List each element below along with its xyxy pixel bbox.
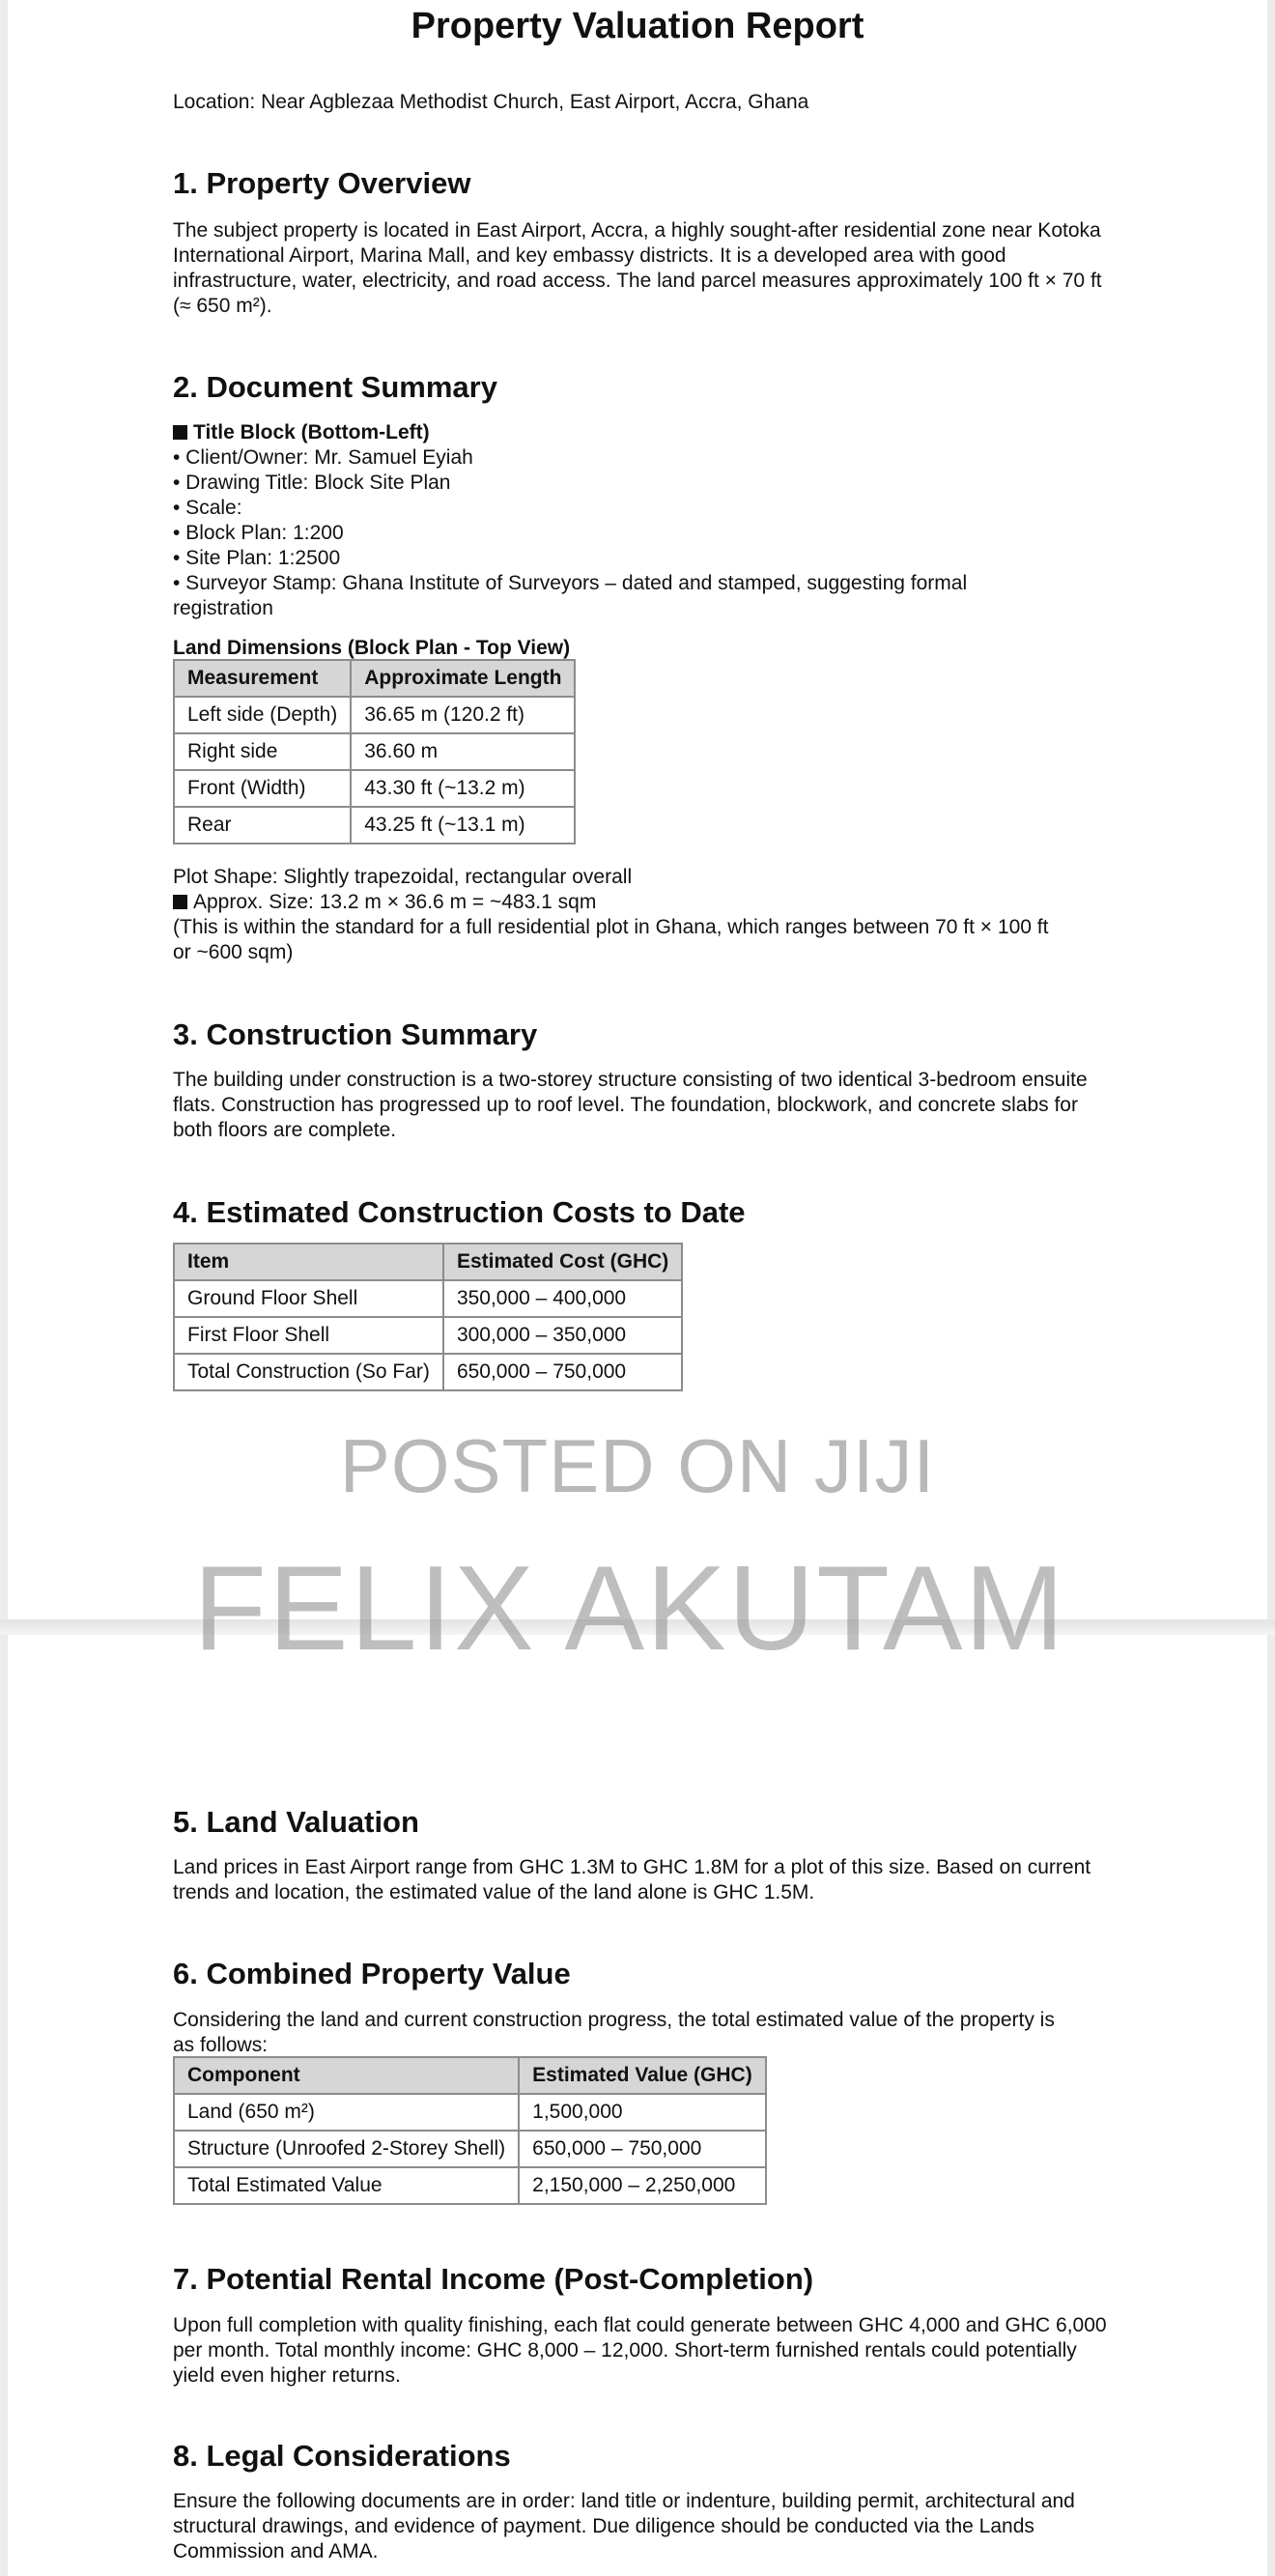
- construction-summary-text: The building under construction is a two-storey structure consisting of two identical 3-bedroom ensuite flats. Construction has progressed up to roof level. The foundation, blockwork, and concrete slabs for both floors are complete.: [173, 1069, 1088, 1141]
- section-rental-income: [173, 2262, 1110, 2297]
- watermark-posted-on: POSTED ON JIJI: [339, 1423, 936, 1508]
- list-item: • Block Plan: 1:200: [173, 522, 344, 544]
- table-row: Left side (Depth) 36.65 m (120.2 ft): [174, 697, 575, 733]
- table-row: Total Estimated Value 2,150,000 – 2,250,000: [174, 2167, 766, 2204]
- land-valuation-text: Land prices in East Airport range from GHC 1.3M to GHC 1.8M for a plot of this size. Based on current trends and location, the estimated value of the land alone is GHC 1.5M.: [173, 1856, 1091, 1903]
- table-row: Structure (Unroofed 2-Storey Shell) 650,000 – 750,000: [174, 2131, 766, 2167]
- section-construction-summary: [173, 1017, 1110, 1052]
- table-header-row: Item Estimated Cost (GHC): [174, 1244, 682, 1280]
- legal-considerations-text: Ensure the following documents are in order: land title or indenture, building permit, architectural and structural drawings, and evidence of payment. Due diligence should be conducted via the Lands Commission and AMA.: [173, 2490, 1075, 2562]
- table-row: First Floor Shell 300,000 – 350,000: [174, 1317, 682, 1354]
- list-item: • Surveyor Stamp: Ghana Institute of Surveyors – dated and stamped, suggesting formal: [173, 572, 968, 594]
- section-property-overview: [173, 166, 1110, 201]
- table-header-row: Measurement Approximate Length: [174, 660, 575, 697]
- report-page-2: [8, 1635, 1267, 2576]
- section-document-summary: [173, 370, 1110, 405]
- section-heading: 3. Construction Summary: [173, 1017, 538, 1051]
- section-heading: 2. Document Summary: [173, 370, 497, 404]
- report-page-1: [8, 0, 1267, 1619]
- square-bullet-icon: [173, 895, 187, 909]
- section-heading: 7. Potential Rental Income (Post-Completion): [173, 2262, 814, 2296]
- list-item: registration: [173, 597, 273, 619]
- table-row: Ground Floor Shell 350,000 – 400,000: [174, 1280, 682, 1317]
- list-item: • Site Plan: 1:2500: [173, 547, 341, 569]
- section-heading: 1. Property Overview: [173, 166, 471, 200]
- rental-income-text: Upon full completion with quality finishing, each flat could generate between GHC 4,000 and GHC 6,000 per month. Total monthly income: GHC 8,000 – 12,000. Short-term furnished rentals could potentially yield even higher returns.: [173, 2314, 1107, 2387]
- table-row: Rear 43.25 ft (~13.1 m): [174, 807, 575, 844]
- watermark-name: FELIX AKUTAM: [193, 1542, 1066, 1675]
- title-block: Title Block (Bottom-Left) • Client/Owner: Mr. Samuel Eyiah • Drawing Title: Block Site Plan • Scale: • Block Plan: 1:200 • Site Plan: 1:2500 • Surveyor Stamp: Ghana Institute of Surveyors – dated and stamped, suggesting formal registration: [173, 420, 1110, 621]
- section-heading: 4. Estimated Construction Costs to Date: [173, 1195, 746, 1229]
- construction-costs-table: [173, 1243, 683, 1391]
- section-combined-value: [173, 1957, 1110, 1991]
- section-legal-considerations: [173, 2439, 1110, 2474]
- section-heading: 8. Legal Considerations: [173, 2439, 511, 2473]
- land-dimensions-table: [173, 659, 576, 844]
- table-row: Front (Width) 43.30 ft (~13.2 m): [174, 770, 575, 807]
- plot-details: Plot Shape: Slightly trapezoidal, rectangular overall Approx. Size: 13.2 m × 36.6 m = ~483.1 sqm (This is within the standard for a full residential plot in Ghana, which ranges between 70 ft × 100 ft or ~600 sqm): [173, 866, 1049, 963]
- square-bullet-icon: [173, 425, 187, 440]
- list-item: • Client/Owner: Mr. Samuel Eyiah: [173, 446, 473, 469]
- section-land-valuation: [173, 1805, 1110, 1840]
- list-item: • Drawing Title: Block Site Plan: [173, 472, 451, 494]
- section-construction-costs: [173, 1195, 1110, 1230]
- table-row: Land (650 m²) 1,500,000: [174, 2094, 766, 2131]
- list-item: • Scale:: [173, 497, 242, 519]
- table-row: Total Construction (So Far) 650,000 – 750,000: [174, 1354, 682, 1390]
- location-line: Location: Near Agblezaa Methodist Church, East Airport, Accra, Ghana: [173, 91, 809, 113]
- section-heading: 6. Combined Property Value: [173, 1957, 571, 1990]
- combined-value-table: [173, 2056, 767, 2205]
- dimensions-caption: Land Dimensions (Block Plan - Top View): [173, 637, 571, 659]
- section-heading: 5. Land Valuation: [173, 1805, 419, 1839]
- table-row: Right side 36.60 m: [174, 733, 575, 770]
- report-title: Property Valuation Report: [411, 6, 864, 46]
- combined-value-intro: Considering the land and current construction progress, the total estimated value of the property is as follows:: [173, 2009, 1055, 2056]
- table-header-row: Component Estimated Value (GHC): [174, 2057, 766, 2094]
- property-overview-text: The subject property is located in East Airport, Accra, a highly sought-after residential zone near Kotoka International Airport, Marina Mall, and key embassy districts. It is a developed area with good infrastructure, water, electricity, and road access. The land parcel measures approximately 100 ft × 70 ft (≈ 650 m²).: [173, 219, 1102, 317]
